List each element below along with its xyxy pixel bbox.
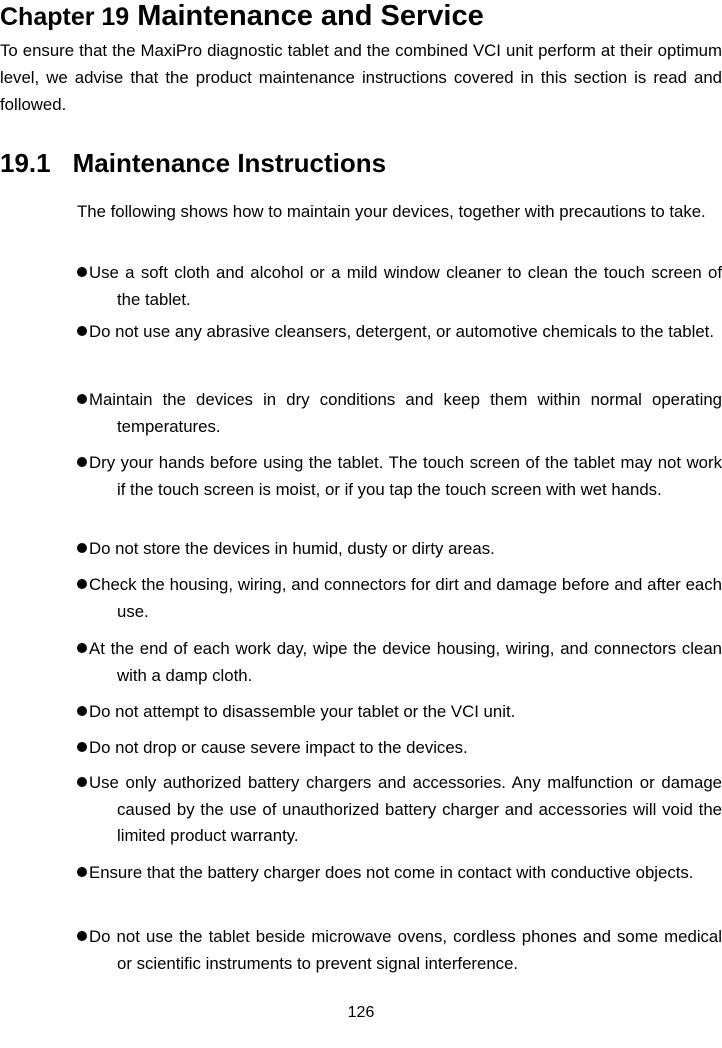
section-number: 19.1 [0,148,51,178]
list-item-text: Use only authorized battery chargers and accessories. Any malfunction or damage caused by the use of unauthorized battery charger and accessories will void the limited product warranty. [89,773,722,845]
list-item-text: Dry your hands before using the tablet. The touch screen of the tablet may not work if the touch screen is moist, or if you tap the touch screen with wet hands. [89,453,722,499]
list-item [77,860,722,887]
list-item [77,319,722,346]
list-item-text: Do not use any abrasive cleansers, detergent, or automotive chemicals to the tablet. [89,322,714,341]
bullet-icon [77,394,87,404]
bullet-icon [77,457,87,467]
chapter-title [0,0,484,33]
list-item-text: Do not drop or cause severe impact to the devices. [89,738,468,757]
list-item [77,924,722,977]
bullet-icon [77,643,87,653]
section-title: Maintenance Instructions [72,148,387,178]
list-item [77,450,722,503]
list-item [77,699,722,726]
list-item-text: Check the housing, wiring, and connectors for dirt and damage before and after each use. [89,575,722,621]
lead-paragraph: The following shows how to maintain your devices, together with precautions to take. [77,202,706,221]
list-item [77,770,722,850]
intro-paragraph: To ensure that the MaxiPro diagnostic tablet and the combined VCI unit perform at their optimum level, we advise that the product maintenance instructions covered in this section is read and followed. [0,41,722,114]
section-heading [0,148,386,179]
chapter-heading: Maintenance and Service [137,0,484,32]
list-item-text: Ensure that the battery charger does not come in contact with conductive objects. [89,863,694,882]
list-item [77,387,722,440]
bullet-icon [77,326,87,336]
bullet-icon [77,706,87,716]
bullet-icon [77,742,87,752]
list-item [77,536,722,563]
bullet-icon [77,543,87,553]
bullet-icon [77,267,87,277]
list-item [77,572,722,625]
bullet-icon [77,867,87,877]
chapter-label: Chapter 19 [0,3,130,31]
list-item [77,260,722,313]
list-item [77,735,722,762]
page-number: 126 [347,1004,375,1021]
list-item-text: Do not store the devices in humid, dusty or dirty areas. [89,539,495,558]
list-item [77,636,722,689]
bullet-icon [77,931,87,941]
list-item-text: Maintain the devices in dry conditions and keep them within normal operating temperatures. [89,390,722,436]
list-item-text: Use a soft cloth and alcohol or a mild window cleaner to clean the touch screen of the tablet. [89,263,722,309]
list-item-text: Do not attempt to disassemble your tablet or the VCI unit. [89,702,516,721]
bullet-icon [77,777,87,787]
list-item-text: Do not use the tablet beside microwave ovens, cordless phones and some medical or scientific instruments to prevent signal interference. [89,927,722,973]
bullet-icon [77,579,87,589]
list-item-text: At the end of each work day, wipe the device housing, wiring, and connectors clean with a damp cloth. [89,639,722,685]
